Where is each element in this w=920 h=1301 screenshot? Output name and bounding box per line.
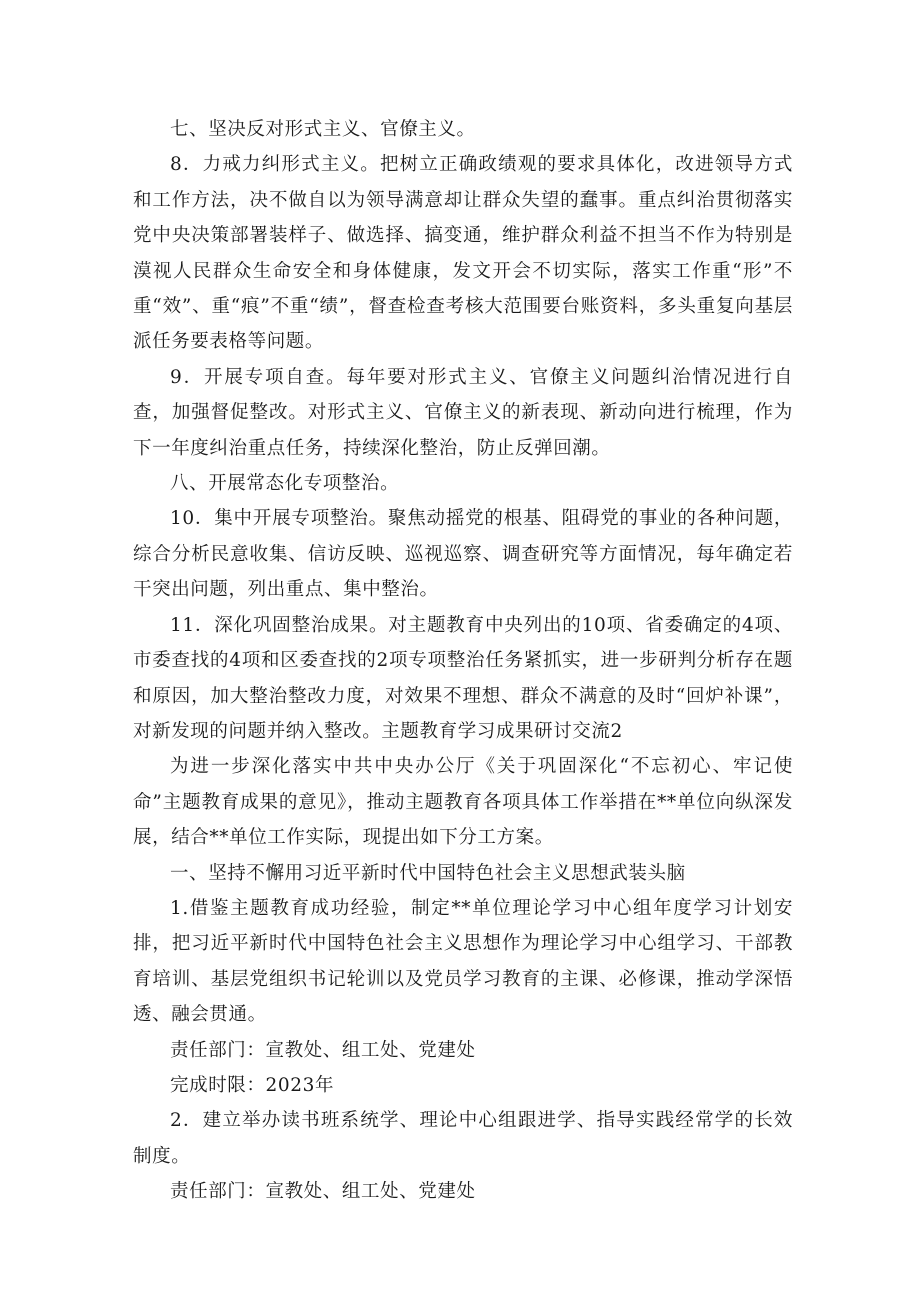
paragraph-item-11: 11．深化巩固整治成果。对主题教育中央列出的10项、省委确定的4项、市委查找的4项和区委查找的2项专项整治任务紧抓实，进一步研判分析存在题和原因，加大整治整改力度，对效果不理想、群众不满意的及时“回炉补课”，对新发现的问题并纳入整改。主题教育学习成果研讨交流2 [133, 614, 793, 742]
intro-paragraph: 为进一步深化落实中共中央办公厅《关于巩固深化“不忘初心、牢记使命”主题教育成果的意见》，推动主题教育各项具体工作举措在**单位向纵深发展，结合**单位工作实际，现提出如下分工方案。 [133, 756, 793, 849]
paragraph-item-1: 1.借鉴主题教育成功经验，制定**单位理论学习中心组年度学习计划安排，把习近平新时代中国特色社会主义思想作为理论学习中心组学习、干部教育培训、基层党组织书记轮训以及党员学习教育的主课、必修课，推动学深悟透、融会贯通。 [133, 897, 793, 1026]
responsible-departments: 责任部门：宣教处、组工处、党建处 [170, 1039, 476, 1061]
paragraph-item-2: 2．建立举办读书班系统学、理论中心组跟进学、指导实践经常学的长效制度。 [133, 1110, 793, 1167]
document-body [133, 112, 793, 1210]
section-heading-8: 八、开展常态化专项整治。 [170, 473, 400, 495]
paragraph-item-9: 9．开展专项自查。每年要对形式主义、官僚主义问题纠治情况进行自查，加强督促整改。对形式主义、官僚主义的新表现、新动向进行梳理，作为下一年度纠治重点任务，持续深化整治，防止反弹回潮。 [133, 366, 793, 459]
section-heading-7: 七、坚决反对形式主义、官僚主义。 [170, 119, 476, 140]
responsible-departments: 责任部门：宣教处、组工处、党建处 [170, 1181, 476, 1203]
section-heading-1: 一、坚持不懈用习近平新时代中国特色社会主义思想武装头脑 [170, 862, 686, 884]
paragraph-item-10: 10．集中开展专项整治。聚焦动摇党的根基、阻碍党的事业的各种问题，综合分析民意收集、信访反映、巡视巡察、调查研究等方面情况，每年确定若干突出问题，列出重点、集中整治。 [133, 508, 793, 601]
paragraph-item-8: 8．力戒力纠形式主义。把树立正确政绩观的要求具体化，改进领导方式和工作方法，决不做自以为领导满意却让群众失望的蠢事。重点纠治贯彻落实党中央决策部署装样子、做选择、搞变通，维护群众利益不担当不作为特别是漠视人民群众生命安全和身体健康，发文开会不切实际，落实工作重“形”不重“效”、重“痕”不重“绩”，督查检查考核大范围要台账资料，多头重复向基层派任务要表格等问题。 [133, 154, 793, 353]
completion-deadline: 完成时限：2023年 [170, 1074, 335, 1096]
